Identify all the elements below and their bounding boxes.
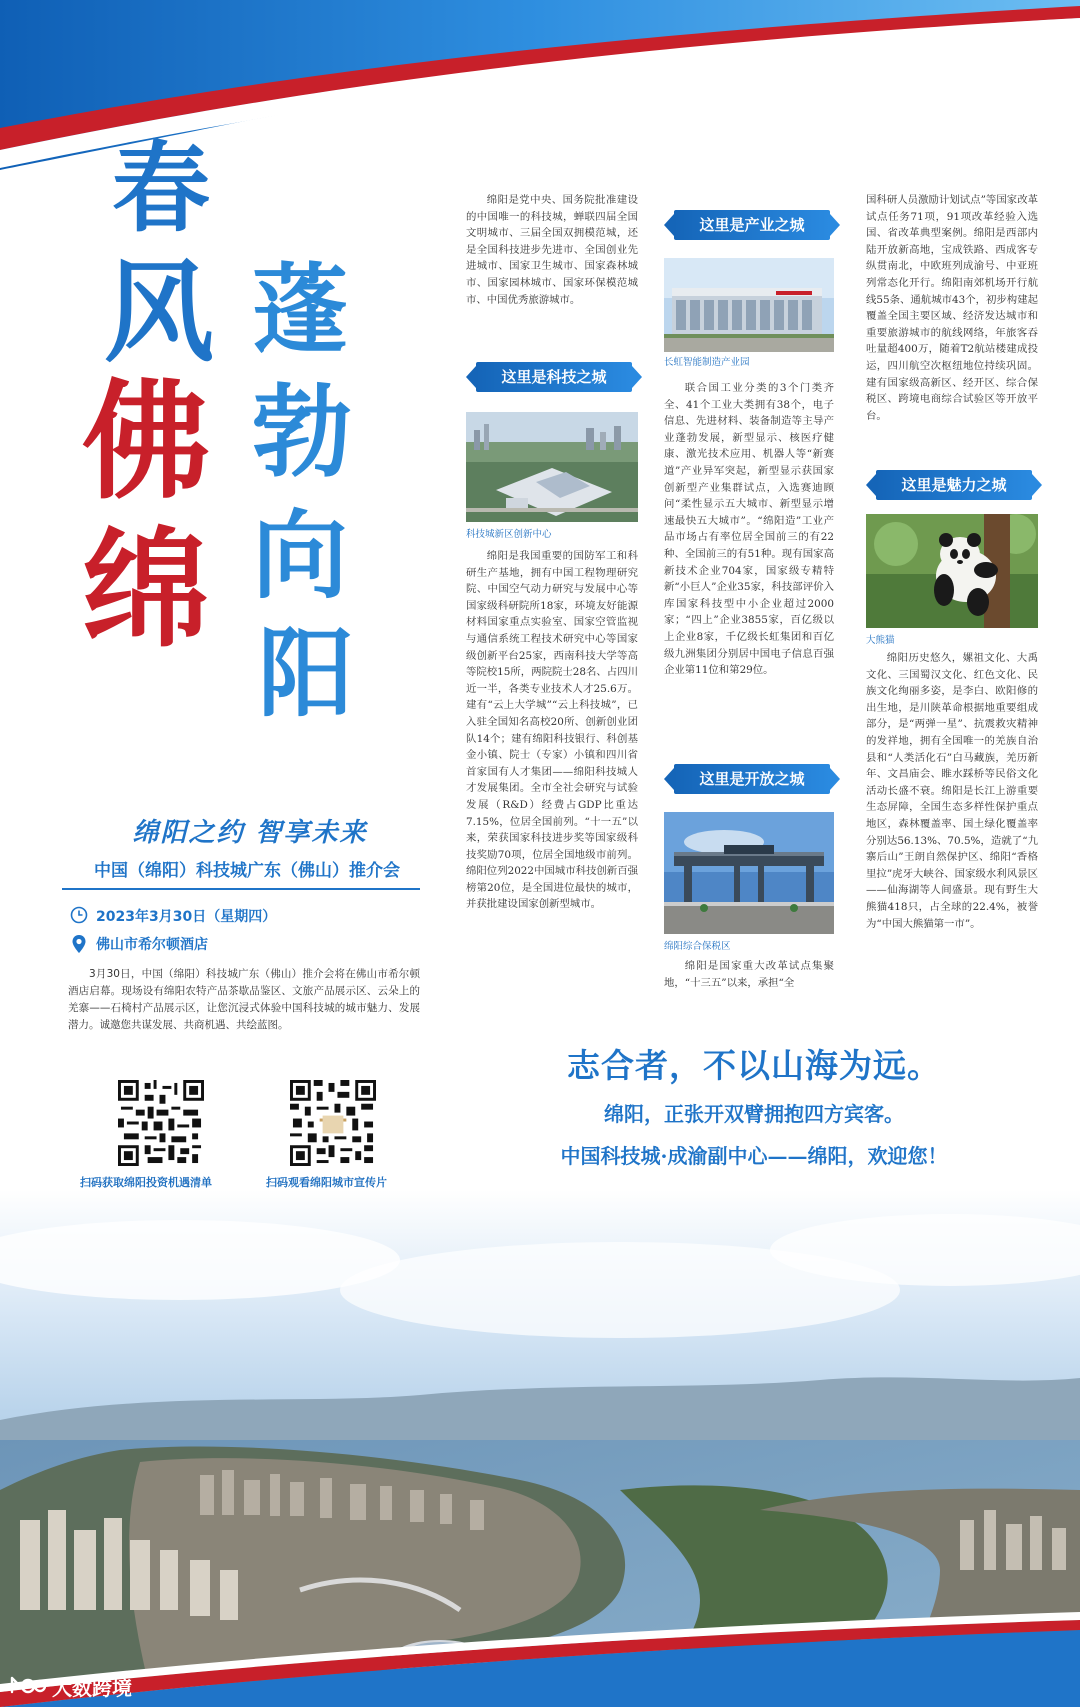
qr-code-investment[interactable] (118, 1080, 204, 1166)
photo-comprehensive-bonded-zone (664, 812, 834, 934)
title-char-bo: 勃 (252, 373, 352, 491)
caption-giant-panda: 大熊猫 (866, 635, 895, 646)
event-divider (62, 888, 420, 890)
title-char-chun: 春 (112, 131, 211, 246)
tag-charm-city: 这里是魅力之城 (876, 470, 1032, 500)
tag-industry-city: 这里是产业之城 (674, 210, 830, 240)
closing-line1: 志合者，不以山海为远。 (567, 1046, 941, 1085)
qr-code-video[interactable] (290, 1080, 376, 1166)
qr-pattern-icon (118, 1080, 204, 1166)
caption-comprehensive-bonded-zone: 绵阳综合保税区 (664, 941, 731, 952)
event-slogan: 绵阳之约 智享未来 (132, 818, 368, 848)
event-name: 中国（绵阳）科技城广东（佛山）推介会 (94, 861, 400, 881)
col3-body1: 国科研人员激励计划试点”等国家改革试点任务71项，91项改革经验入选国、省改革典型案例。绵阳是西部内陆开放新高地，宝成铁路、西成客专纵贯南北，中欧班列成渝号、中亚班列常态化开行。绵阳南郊机场开行航线55条、通航城市43个，初步构建起覆盖全国主要区域、经济发达城市和重要旅游城市的航线网络，年旅客吞吐量超400万，随着T2航站楼建成投运，四川航空次枢纽地位持续巩固。建有国家级高新区、经开区、综合保税区、跨境电商综合试验区等开放平台。 (866, 194, 1038, 422)
footer-swoosh (0, 1560, 1080, 1707)
title-char-xiang: 向 (252, 499, 348, 612)
closing-line3: 中国科技城·成渝副中心——绵阳，欢迎您！ (560, 1144, 948, 1168)
tag-open-city: 这里是开放之城 (674, 764, 830, 794)
clock-icon (70, 906, 88, 924)
title-char-mian: 绵 (82, 515, 211, 665)
watermark-text: 大数跨境 (52, 1676, 132, 1700)
closing-line2: 绵阳，正张开双臂拥抱四方宾客。 (604, 1102, 904, 1126)
col2-body1: 联合国工业分类的3个门类齐全、41个工业大类拥有38个，电子信息、先进材料、装备制造等主导产业蓬勃发展，新型显示、核医疗健康、激光技术应用、机器人等“新赛道”产业异军突起，新型显示获国家创新型产业集群试点，入选赛迪顾问“柔性显示五大城市、新型显示增速最快五大城市”。“绵阳造”工业产品市场占有率位居全国前三的有22种、全国前三的有51种。现有国家高新技术企业704家，国家级专精特新“小巨人”企业35家，科技部评价入库国家科技型中小企业超过2000家；“四上”企业3855家，百亿级以上企业8家，千亿级长虹集团和百亿级九洲集团分别居中国电子信息百强企业第11位和第29位。 (664, 382, 834, 677)
event-venue: 佛山市希尔顿酒店 (96, 937, 208, 953)
col3-body2: 绵阳历史悠久，嫘祖文化、大禹文化、三国蜀汉文化、红色文化、民族文化绚丽多姿，是李白、欧阳修的出生地，是川陕革命根据地重要组成部分，是“两弹一星”、抗震救灾精神的发祥地，拥有全国唯一的羌族自治县和“人类活化石”白马藏族，羌历新年、文昌庙会、睢水踩桥等民俗文化活动长盛不衰。绵阳是长江上游重要生态屏障，全国生态多样性保护重点地区，森林覆盖率、国土绿化覆盖率分别达56.13%、70.5%，造就了“九寨后山”王朗自然保护区、绵阳“香格里拉”虎牙大峡谷、国家级水利风景区——仙海湖等人间盛景。现有野生大熊猫418只，占全球的22.4%，被誉为“中国大熊猫第一市”。 (866, 652, 1038, 930)
title-char-fo: 佛 (82, 367, 211, 517)
event-date: 2023年3月30日（星期四） (96, 909, 277, 925)
qr-label-video: 扫码观看绵阳城市宣传片 (266, 1176, 387, 1189)
location-pin-icon (70, 934, 88, 954)
tag-tech-city: 这里是科技之城 (476, 362, 632, 392)
qr-label-investment: 扫码获取绵阳投资机遇清单 (80, 1176, 212, 1189)
photo-changhong-industrial-park (664, 258, 834, 352)
title-char-yang: 阳 (258, 617, 354, 730)
title-char-peng: 蓬 (252, 253, 348, 366)
watermark-logo-icon (10, 1674, 46, 1696)
title-char-feng: 风 (104, 248, 214, 377)
col2-body2: 绵阳是国家重大改革试点集聚地，“十三五”以来，承担“全 (664, 960, 834, 989)
event-intro: 3月30日，中国（绵阳）科技城广东（佛山）推介会将在佛山市希尔顿酒店启幕。现场设有绵阳农特产品茶歇品鉴区、文旅产品展示区、云朵上的羌寨——石椅村产品展示区，让您沉浸式体验中国科技城的城市魅力、发展潜力。诚邀您共谋发展、共商机遇、共绘蓝图。 (68, 968, 420, 1031)
caption-tech-innovation-center: 科技城新区创新中心 (466, 529, 552, 540)
caption-changhong-industrial-park: 长虹智能制造产业园 (664, 357, 750, 368)
photo-giant-panda (866, 514, 1038, 628)
col1-intro: 绵阳是党中央、国务院批准建设的中国唯一的科技城，蝉联四届全国文明城市、三届全国双拥模范城，还是全国科技进步先进市、全国创业先进城市、国家卫生城市、国家森林城市、国家园林城市、国家环保模范城市、中国优秀旅游城市。 (466, 194, 638, 306)
photo-tech-innovation-center (466, 412, 638, 522)
qr-pattern-icon (290, 1080, 376, 1166)
col1-body: 绵阳是我国重要的国防军工和科研生产基地，拥有中国工程物理研究院、中国空气动力研究与发展中心等国家级科研院所18家，环境友好能源材料国家重点实验室、国家空管监视与通信系统工程技术研究中心等国家级创新平台25家，西南科技大学等高等院校15所，两院院士28名、占四川近一半，各类专业技术人才25.6万。建有“云上大学城”“云上科技城”，已入驻全国知名高校20所、创新创业团队14个；建有绵阳科技银行、科创基金小镇、院士（专家）小镇和四川省首家国有人才集团——绵阳科技城人才发展集团。全市全社会研究与试验发展（R&D）经费占GDP比重达7.15%，位居全国前列。“十一五”以来，荣获国家科技进步奖等国家级科技奖励70项，位居全国地级市前列。绵阳位列2022中国城市科技创新百强榜第20位，是全国进位最快的城市，并获批建设国家创新型城市。 (466, 550, 638, 911)
